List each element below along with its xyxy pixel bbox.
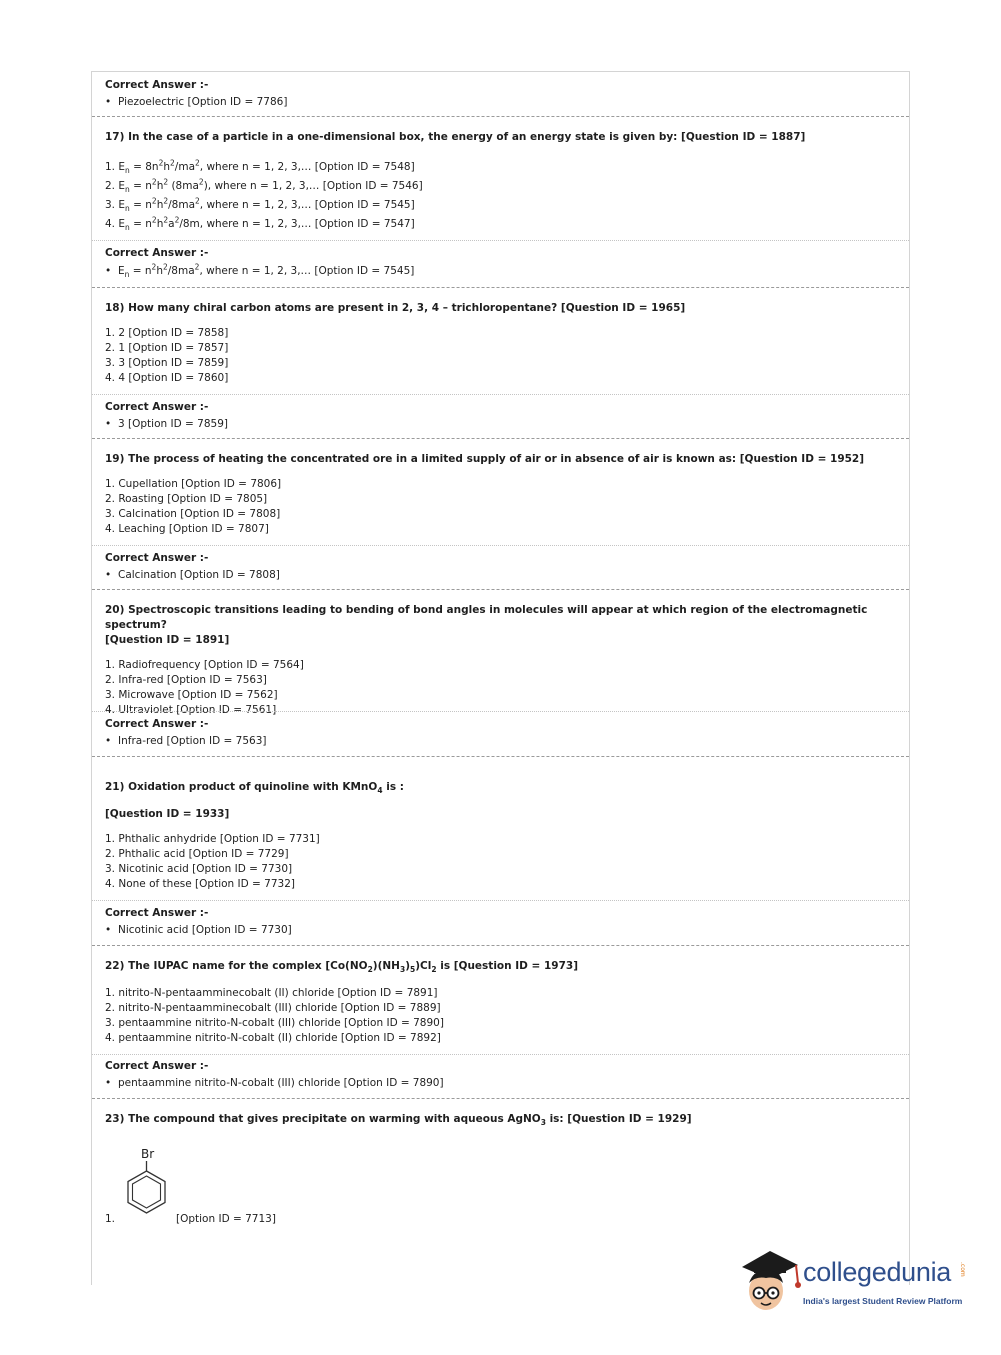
question-22 <box>105 959 899 1046</box>
exam-sheet <box>91 71 910 1285</box>
options-list <box>105 326 899 386</box>
option-number: 1. <box>105 1213 116 1225</box>
question-title: 19) The process of heating the concentrated ore in a limited supply of air or in absence of air is known as: [Question ID = 1952] <box>105 453 865 465</box>
q21-answer-block <box>105 906 899 938</box>
option-2: 2. nitrito-N-pentaamminecobalt (III) chloride [Option ID = 7889] <box>105 1002 441 1014</box>
separator <box>92 240 909 241</box>
option-1: 1. 2 [Option ID = 7858] <box>105 327 229 339</box>
option-4: 4. Ultraviolet [Option ID = 7561] <box>105 704 277 716</box>
option-3: 3. pentaammine nitrito-N-cobalt (III) chloride [Option ID = 7890] <box>105 1017 444 1029</box>
separator <box>92 1054 909 1055</box>
separator <box>92 1098 909 1099</box>
option-4: 4. Leaching [Option ID = 7807] <box>105 523 269 535</box>
question-title: 22) The IUPAC name for the complex $[Co(NO_2)(NH_3)_5)Cl_2$ is [Question ID = 1973] <box>105 960 579 975</box>
q23-option-1 <box>105 1213 899 1225</box>
correct-answer-text: 3 [Option ID = 7859] <box>118 418 228 430</box>
correct-answer-title: Correct Answer :- <box>105 1060 209 1072</box>
correct-answer-item: • Infra-red [Option ID = 7563] <box>105 735 267 747</box>
separator <box>92 945 909 946</box>
collegedunia-logo <box>740 1249 970 1319</box>
correct-answer-text: Calcination [Option ID = 7808] <box>118 569 280 581</box>
option-3: 3. Nicotinic acid [Option ID = 7730] <box>105 863 293 875</box>
correct-answer-title: Correct Answer :- <box>105 79 209 91</box>
option-2: 2. Infra-red [Option ID = 7563] <box>105 674 267 686</box>
option-4: 4. 4 [Option ID = 7860] <box>105 372 229 384</box>
logo-dotcom: .com <box>959 1262 966 1277</box>
options-list <box>105 158 899 234</box>
correct-answer-item: • Nicotinic acid [Option ID = 7730] <box>105 924 292 936</box>
q17-answer-block <box>105 246 899 281</box>
option-3: 3. 3 [Option ID = 7859] <box>105 357 229 369</box>
question-title-line1: 20) Spectroscopic transitions leading to bending of bond angles in molecules will appear at which region of the electromagnetic spectrum? <box>105 604 868 631</box>
option-4: 4. None of these [Option ID = 7732] <box>105 878 295 890</box>
option-3: 3. Calcination [Option ID = 7808] <box>105 508 281 520</box>
q22-answer-block <box>105 1059 899 1091</box>
options-list <box>105 477 899 537</box>
logo-wordmark: collegedunia <box>803 1257 952 1287</box>
separator <box>92 116 909 117</box>
option-3: 3. $E_n = n^2h^2/8ma^2$, where n = 1, 2, 3,… [Option ID = 7545] <box>105 196 415 214</box>
separator <box>92 545 909 546</box>
separator <box>92 756 909 757</box>
correct-answer-text: pentaammine nitrito-N-cobalt (III) chloride [Option ID = 7890] <box>118 1077 444 1089</box>
q19-answer-block <box>105 551 899 583</box>
option-2: 2. Phthalic acid [Option ID = 7729] <box>105 848 289 860</box>
correct-answer-item: • Piezoelectric [Option ID = 7786] <box>105 96 288 108</box>
correct-answer-item: • pentaammine nitrito-N-cobalt (III) chloride [Option ID = 7890] <box>105 1077 444 1089</box>
option-2: 2. 1 [Option ID = 7857] <box>105 342 229 354</box>
separator <box>92 711 909 712</box>
question-18 <box>105 301 899 386</box>
option-4: 4. $E_n = n^2h^2a^2/8m$, where n = 1, 2, 3,… [Option ID = 7547] <box>105 215 415 233</box>
correct-answer-title: Correct Answer :- <box>105 247 209 259</box>
correct-answer-title: Correct Answer :- <box>105 552 209 564</box>
correct-answer-item: • 3 [Option ID = 7859] <box>105 418 228 430</box>
correct-answer-text: Infra-red [Option ID = 7563] <box>118 735 267 747</box>
options-list <box>105 986 899 1046</box>
question-title: 21) Oxidation product of quinoline with KMnO$_4$ is : <box>105 781 404 796</box>
options-list <box>105 658 899 718</box>
question-id: [Question ID = 1933] <box>105 808 230 820</box>
correct-answer-title: Correct Answer :- <box>105 718 209 730</box>
mascot-icon <box>740 1249 802 1319</box>
option-1: 1. Radiofrequency [Option ID = 7564] <box>105 659 304 671</box>
option-1: 1. nitrito-N-pentaamminecobalt (II) chloride [Option ID = 7891] <box>105 987 438 999</box>
separator <box>92 394 909 395</box>
option-4: 4. pentaammine nitrito-N-cobalt (II) chloride [Option ID = 7892] <box>105 1032 441 1044</box>
question-21 <box>105 780 899 892</box>
q20-answer-block <box>105 717 899 749</box>
q16-answer-block <box>105 78 899 110</box>
option-id: [Option ID = 7713] <box>176 1213 276 1225</box>
option-2: 2. Roasting [Option ID = 7805] <box>105 493 268 505</box>
option-1: 1. Phthalic anhydride [Option ID = 7731] <box>105 833 320 845</box>
correct-answer-text: Nicotinic acid [Option ID = 7730] <box>118 924 292 936</box>
separator <box>92 589 909 590</box>
question-title: 18) How many chiral carbon atoms are present in 2, 3, 4 – trichloropentane? [Question ID = 1965] <box>105 302 686 314</box>
question-title-line2: [Question ID = 1891] <box>105 634 230 646</box>
question-23 <box>105 1112 899 1127</box>
option-3: 3. Microwave [Option ID = 7562] <box>105 689 278 701</box>
q18-answer-block <box>105 400 899 432</box>
structure-label: Br <box>141 1147 155 1161</box>
option-2: 2. $E_n = n^2h^2$ $(8ma^2)$, where n = 1, 2, 3,… [Option ID = 7546] <box>105 177 423 195</box>
option-1: 1. Cupellation [Option ID = 7806] <box>105 478 282 490</box>
question-title: 23) The compound that gives precipitate on warming with aqueous AgNO$_3$ is: [Question ID = 1929] <box>105 1113 692 1128</box>
separator <box>92 287 909 288</box>
question-19 <box>105 452 899 537</box>
question-title: 17) In the case of a particle in a one-dimensional box, the energy of an energy state is given by: [Question ID = 1887] <box>105 131 806 143</box>
correct-answer-item: • $E_n = n^2h^2/8ma^2$, where n = 1, 2, 3,… [Option ID = 7545] <box>105 262 415 280</box>
question-20 <box>105 603 899 718</box>
option-1: 1. $E_n = 8n^2h^2/ma^2$, where n = 1, 2, 3,… [Option ID = 7548] <box>105 158 415 176</box>
separator <box>92 438 909 439</box>
logo-tagline: India's largest Student Review Platform <box>803 1296 963 1306</box>
options-list <box>105 832 899 892</box>
separator <box>92 900 909 901</box>
correct-answer-title: Correct Answer :- <box>105 401 209 413</box>
correct-answer-title: Correct Answer :- <box>105 907 209 919</box>
correct-answer-item: • Calcination [Option ID = 7808] <box>105 569 280 581</box>
correct-answer-text: Piezoelectric [Option ID = 7786] <box>118 96 288 108</box>
bromobenzene-structure <box>117 1144 177 1244</box>
question-17 <box>105 130 899 234</box>
